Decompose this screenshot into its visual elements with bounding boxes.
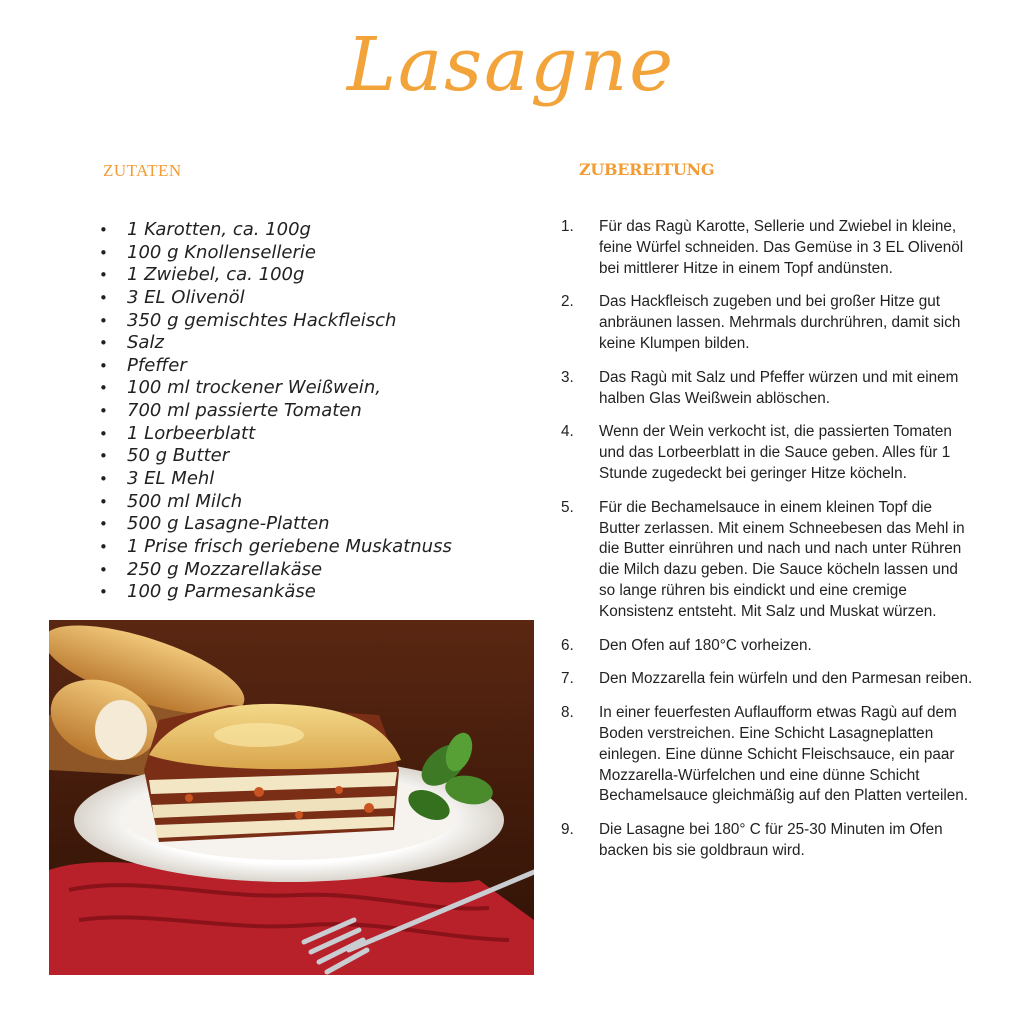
- step-text: Das Hackfleisch zugeben und bei großer Hitze gut anbräunen lassen. Mehrmals durchrühren, damit sich keine Klumpen bilden.: [599, 293, 961, 352]
- ingredient-item: [96, 513, 516, 536]
- ingredients-heading: ZUTATEN: [103, 161, 182, 180]
- ingredient-text: 1 Karotten, ca. 100g: [127, 219, 311, 240]
- ingredients-list: [96, 219, 516, 604]
- ingredient-text: 1 Prise frisch geriebene Muskatnuss: [127, 535, 452, 557]
- bullet-icon: •: [99, 537, 108, 556]
- step-text: Den Mozzarella fein würfeln und den Parmesan reiben.: [599, 670, 973, 688]
- bullet-icon: •: [99, 379, 108, 398]
- ingredient-item: [96, 559, 516, 582]
- step-number: 4.: [561, 423, 574, 441]
- step-item: [561, 703, 981, 807]
- step-number: 1.: [561, 218, 574, 235]
- ingredient-item: [96, 264, 516, 287]
- ingredient-text: 3 EL Olivenöl: [127, 286, 245, 308]
- bullet-icon: •: [99, 356, 108, 375]
- ingredient-text: 50 g Butter: [127, 445, 230, 467]
- ingredient-item: [96, 355, 516, 378]
- step-item: [561, 498, 981, 623]
- step-item: [561, 820, 981, 862]
- step-number: 5.: [561, 498, 574, 516]
- ingredient-item: [96, 287, 516, 310]
- bullet-icon: •: [99, 424, 108, 443]
- ingredient-text: 500 ml Milch: [127, 490, 243, 512]
- ingredient-item: [96, 242, 516, 265]
- ingredient-item: [96, 423, 516, 446]
- ingredient-item: [96, 310, 516, 333]
- ingredient-text: 100 ml trockener Weißwein,: [127, 377, 381, 399]
- step-item: [561, 422, 981, 484]
- ingredient-item: [96, 377, 516, 400]
- ingredient-item: [96, 332, 516, 355]
- bullet-icon: •: [99, 402, 108, 421]
- bullet-icon: •: [99, 470, 108, 489]
- step-text: Das Ragù mit Salz und Pfeffer würzen und mit einem halben Glas Weißwein ablöschen.: [599, 368, 959, 407]
- ingredient-text: 500 g Lasagne-Platten: [127, 513, 330, 535]
- step-item: [561, 669, 981, 690]
- preparation-heading: ZUBEREITUNG: [579, 160, 715, 179]
- bullet-icon: •: [99, 447, 108, 466]
- bullet-icon: •: [99, 583, 108, 602]
- ingredient-text: 100 g Knollensellerie: [127, 241, 316, 263]
- step-item: [561, 217, 981, 279]
- ingredient-text: 700 ml passierte Tomaten: [127, 400, 362, 422]
- ingredient-item: [96, 536, 516, 559]
- ingredient-text: 1 Lorbeerblatt: [127, 422, 256, 444]
- bullet-icon: •: [99, 221, 108, 239]
- step-item: [561, 368, 981, 410]
- step-text: In einer feuerfesten Auflaufform etwas Ragù auf dem Boden verstreichen. Eine Schicht Lasagneplatten einlegen. Eine dünne Schicht Fleischsauce, ein paar Mozzarella-Würfelchen und eine dünne Schicht Bechamelsauce gleichmäßig auf den Platten verteilen.: [599, 704, 969, 805]
- step-text: Für die Bechamelsauce in einem kleinen Topf die Butter zerlassen. Mit einem Schneebesen das Mehl in die Butter einrühren und nach und nach unter Rühren die Milch dazu geben. Die Sauce köcheln lassen und so lange rühren bis eindickt und eine cremige Konsistenz entsteht. Mit Salz und Muskat würzen.: [599, 498, 965, 620]
- recipe-title: Lasagne: [346, 22, 676, 108]
- step-text: Die Lasagne bei 180° C für 25-30 Minuten im Ofen backen bis sie goldbraun wird.: [599, 821, 943, 859]
- ingredient-text: Salz: [127, 332, 164, 354]
- bullet-icon: •: [99, 311, 108, 330]
- step-number: 9.: [561, 821, 574, 839]
- step-item: [561, 292, 981, 354]
- ingredient-text: 1 Zwiebel, ca. 100g: [127, 264, 305, 286]
- step-number: 7.: [561, 670, 574, 688]
- step-number: 8.: [561, 704, 574, 722]
- bullet-icon: •: [99, 334, 108, 353]
- ingredient-text: 3 EL Mehl: [127, 468, 215, 490]
- ingredient-item: [96, 491, 516, 514]
- ingredient-text: 350 g gemischtes Hackfleisch: [127, 309, 397, 331]
- bullet-icon: •: [99, 560, 108, 579]
- ingredient-text: 250 g Mozzarellakäse: [127, 558, 323, 580]
- ingredient-item: [96, 219, 516, 242]
- bullet-icon: •: [99, 243, 108, 262]
- step-number: 2.: [561, 293, 574, 311]
- ingredient-item: [96, 581, 516, 604]
- step-item: [561, 636, 981, 657]
- ingredient-item: [96, 445, 516, 468]
- preparation-steps: [561, 217, 981, 875]
- step-text: Für das Ragù Karotte, Sellerie und Zwiebel in kleine, feine Würfel schneiden. Das Gemüse in 3 EL Olivenöl bei mittlerer Hitze in einem Topf andünsten.: [599, 218, 964, 277]
- ingredient-text: 100 g Parmesankäse: [127, 581, 316, 603]
- bullet-icon: •: [99, 266, 108, 285]
- bullet-icon: •: [99, 288, 108, 307]
- ingredient-item: [96, 400, 516, 423]
- step-number: 3.: [561, 368, 574, 386]
- bullet-icon: •: [99, 492, 108, 511]
- step-text: Wenn der Wein verkocht ist, die passierten Tomaten und das Lorbeerblatt in die Sauce geben. Alles für 1 Stunde zugedeckt bei geringer Hitze köcheln.: [599, 423, 952, 482]
- step-text: Den Ofen auf 180°C vorheizen.: [599, 636, 812, 654]
- step-number: 6.: [561, 636, 574, 654]
- ingredient-text: Pfeffer: [127, 354, 187, 376]
- lasagne-photo: [49, 620, 534, 975]
- bullet-icon: •: [99, 515, 108, 534]
- ingredient-item: [96, 468, 516, 491]
